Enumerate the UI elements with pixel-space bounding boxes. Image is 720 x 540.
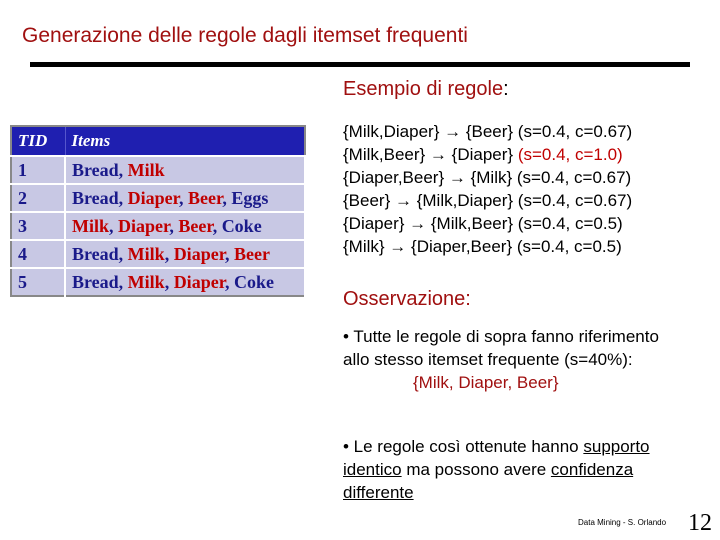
rule-line [343, 120, 632, 143]
item: Bread [72, 271, 119, 292]
item: Beer [234, 243, 271, 264]
table-row [11, 268, 305, 296]
item: Diaper [118, 215, 170, 236]
observation-point-2-mid: ma possono avere [401, 460, 551, 479]
observation-point-1 [343, 325, 673, 394]
item: Diaper [173, 243, 226, 264]
item: Coke [234, 271, 275, 292]
item: Bread [72, 187, 119, 208]
example-heading [343, 78, 509, 101]
footer-source: Data Mining - S. Orlando [578, 518, 667, 527]
transactions-table [10, 125, 306, 297]
rule-highlight: (s=0.4, c=1.0) [517, 145, 623, 164]
page-number: 12 [688, 510, 712, 536]
item: Milk [127, 271, 165, 292]
items-cell: Bread, Milk, Diaper, Coke [65, 268, 305, 296]
item: Eggs [231, 187, 269, 208]
item: Milk [72, 215, 110, 236]
rule-line [343, 212, 632, 235]
item: Bread [72, 243, 119, 264]
tid-cell: 5 [11, 268, 65, 296]
example-heading-text: Esempio di regole [343, 78, 504, 100]
item: Beer [188, 187, 223, 208]
confidenza-differente: confidenza differente [343, 460, 634, 502]
rule-text: {Diaper,Beer} → {Milk} (s=0.4, c=0.67) [343, 168, 632, 187]
tid-cell: 2 [11, 184, 65, 212]
item: Bread [72, 159, 119, 180]
rule-text: {Beer} → {Milk,Diaper} (s=0.4, c=0.67) [343, 191, 633, 210]
items-cell: Milk, Diaper, Beer, Coke [65, 212, 305, 240]
observation-point-2 [343, 435, 703, 504]
rule-text: {Milk,Diaper} → {Beer} (s=0.4, c=0.67) [343, 122, 633, 141]
tid-cell: 3 [11, 212, 65, 240]
item: Beer [178, 215, 213, 236]
table-body [11, 156, 305, 296]
table-row [11, 240, 305, 268]
table-row [11, 184, 305, 212]
observation-heading: Osservazione: [343, 288, 471, 310]
slide-title: Generazione delle regole dagli itemset frequenti [22, 24, 468, 47]
tid-cell: 4 [11, 240, 65, 268]
supporto-identico: supporto identico [343, 437, 650, 479]
frequent-itemset: {Milk, Diaper, Beer} [413, 373, 559, 392]
title-rule [30, 62, 690, 67]
table-header-row [11, 126, 305, 156]
observation-point-1-text: • Tutte le regole di sopra fanno riferimento allo stesso itemset frequente (s=40%): [343, 327, 659, 369]
items-cell: Bread, Milk, Diaper, Beer [65, 240, 305, 268]
item: Milk [127, 243, 165, 264]
header-items: Items [65, 126, 305, 156]
rule-line [343, 166, 632, 189]
items-cell: Bread, Milk [65, 156, 305, 184]
rule-line [343, 235, 632, 258]
items-cell: Bread, Diaper, Beer, Eggs [65, 184, 305, 212]
header-tid: TID [11, 126, 65, 156]
rule-line [343, 143, 632, 166]
rule-text: {Diaper} → {Milk,Beer} (s=0.4, c=0.5) [343, 214, 623, 233]
item: Diaper [173, 271, 226, 292]
rule-text: {Milk} → {Diaper,Beer} (s=0.4, c=0.5) [343, 237, 622, 256]
table-row [11, 212, 305, 240]
table-row [11, 156, 305, 184]
rules-list [343, 120, 632, 258]
item: Milk [127, 159, 165, 180]
observation-point-2-prefix: • Le regole così ottenute hanno [343, 437, 584, 456]
rule-text: {Milk,Beer} → {Diaper} [343, 145, 518, 164]
example-heading-colon: : [503, 78, 509, 100]
item: Diaper [127, 187, 180, 208]
rule-line [343, 189, 632, 212]
item: Coke [221, 215, 262, 236]
tid-cell: 1 [11, 156, 65, 184]
